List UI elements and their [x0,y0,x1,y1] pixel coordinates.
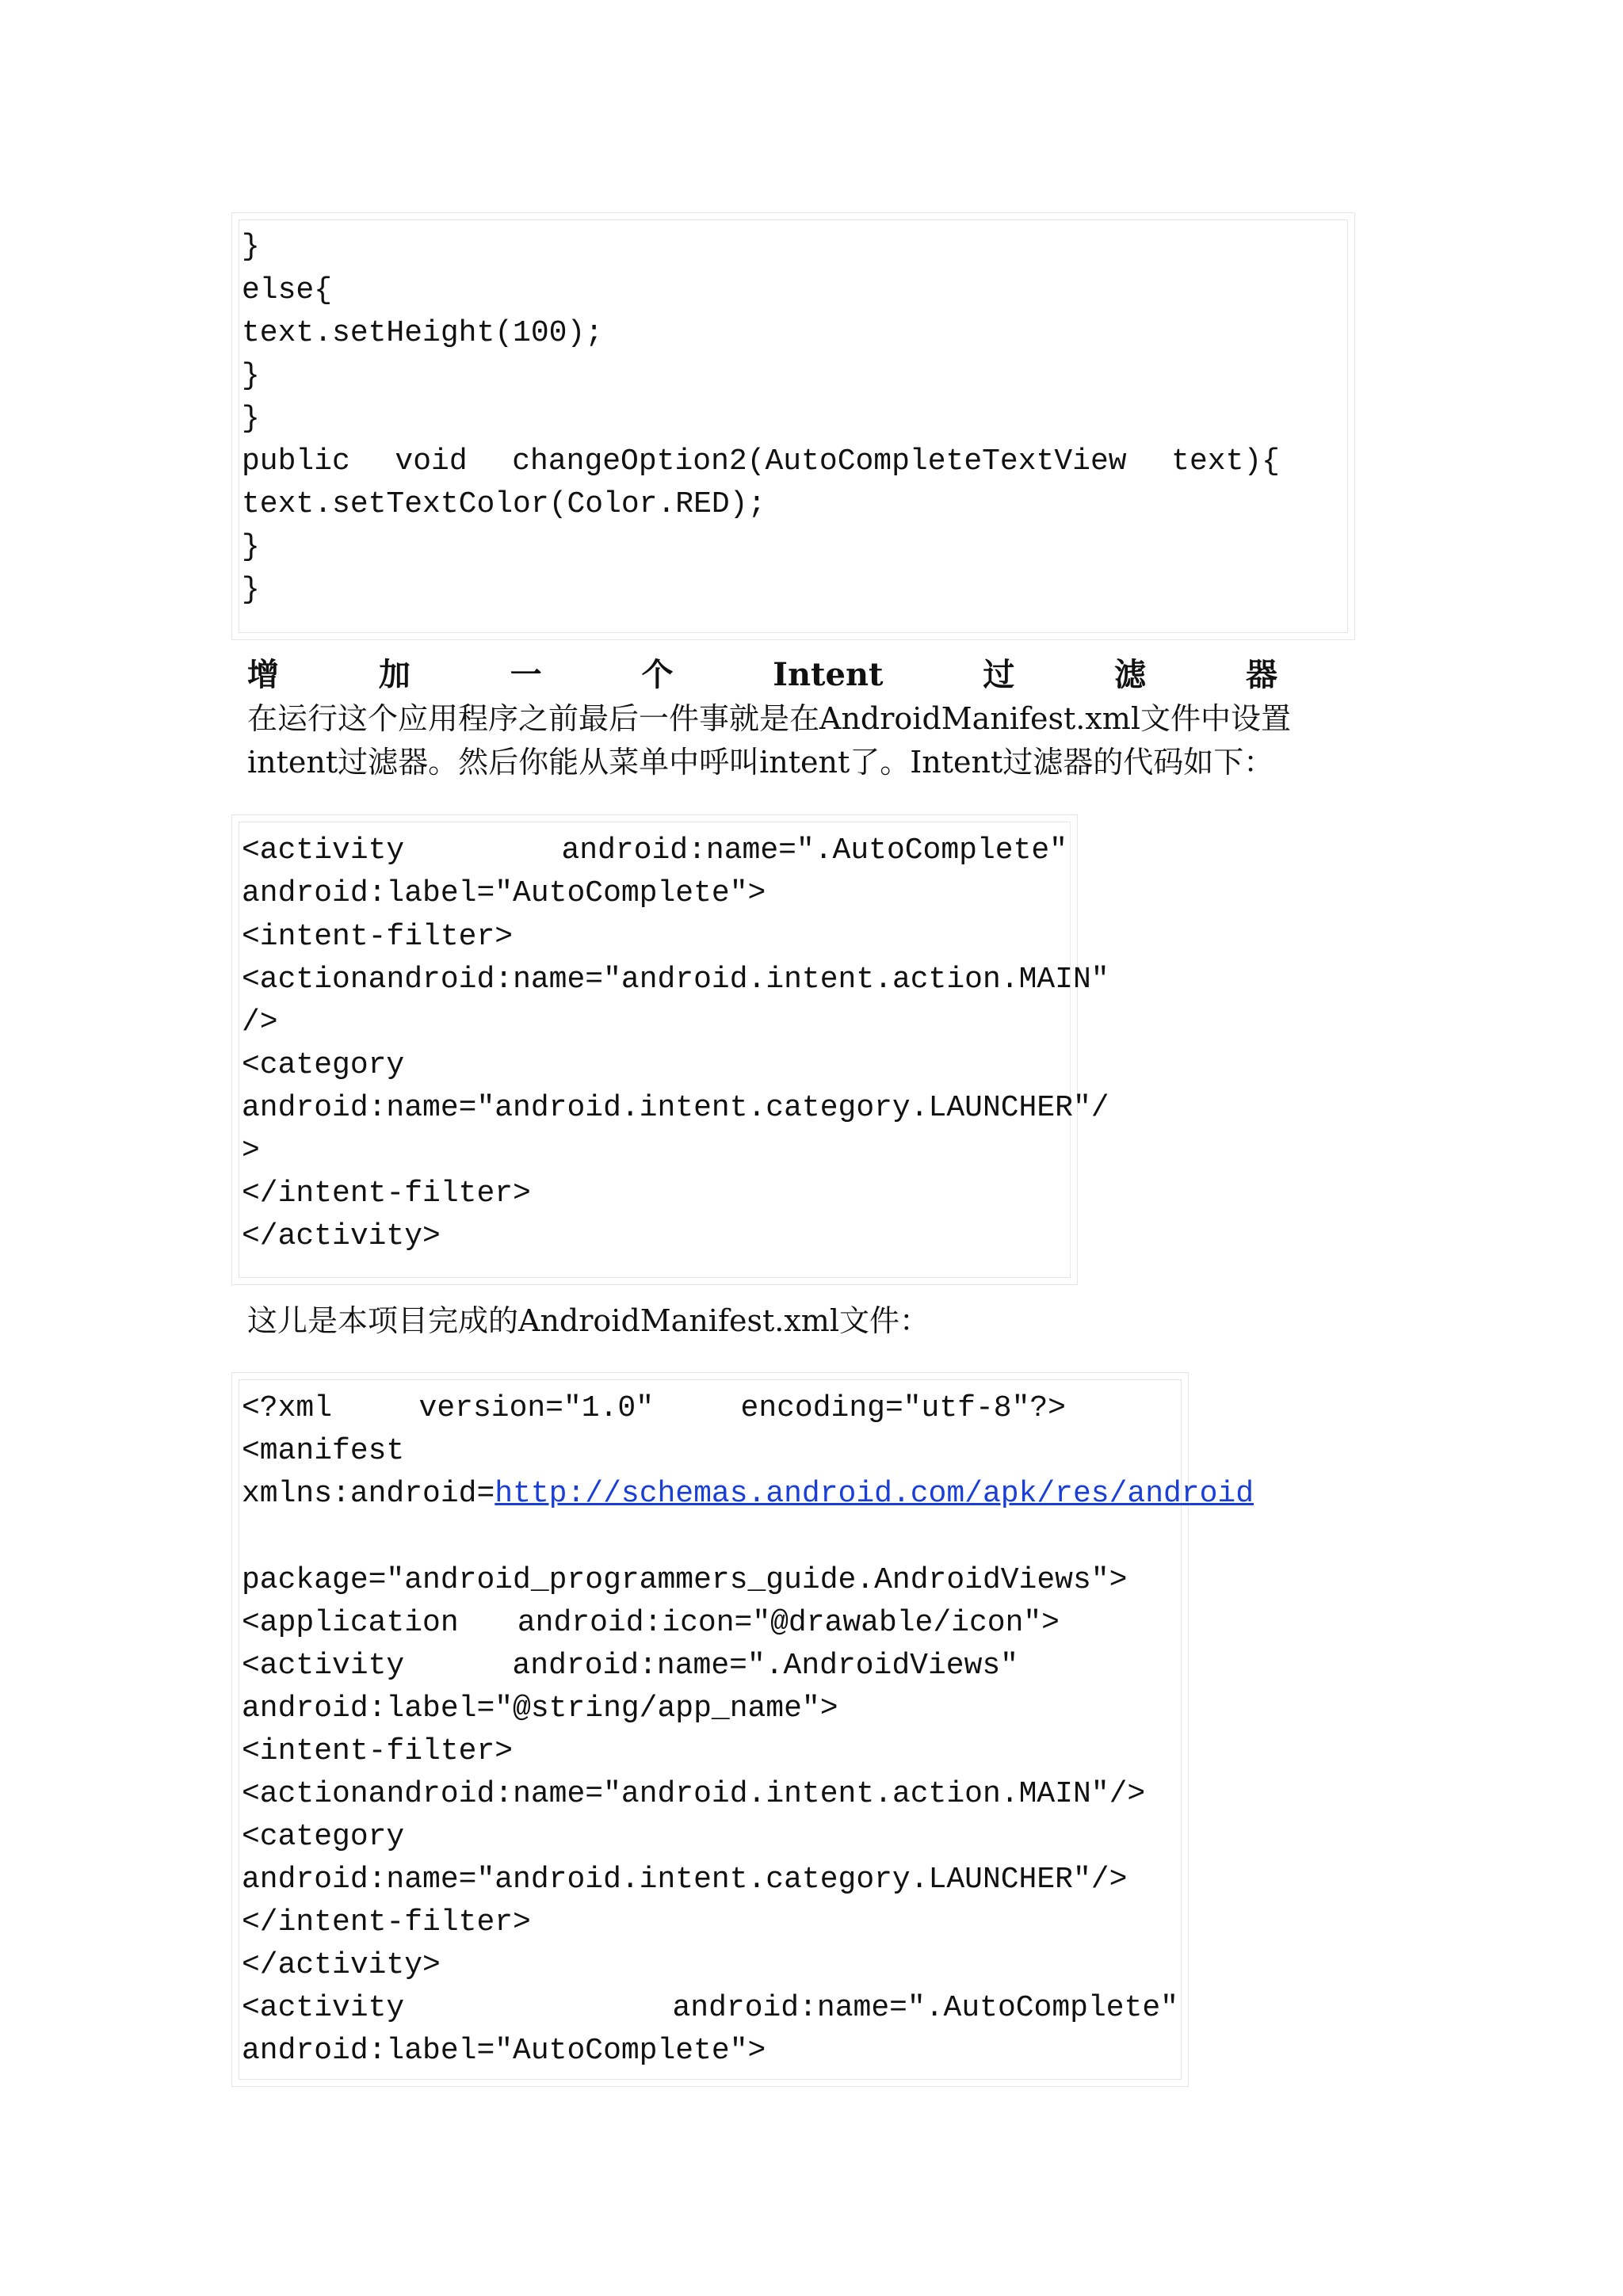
heading-word: 过 [983,656,1015,693]
code-line-spread [242,441,1280,482]
code-line: android:label="AutoComplete"> [242,2034,766,2068]
code-token: <activity [242,833,405,868]
code-line: <manifest [242,1434,405,1468]
code-token: android:name="android.intent.category.LAUNCHER" [242,1863,1091,1897]
code-line [242,1474,1254,1515]
code-line: <intent-filter> [242,920,514,954]
code-token: <action [242,963,369,997]
code-line: text.setHeight(100); [242,316,604,350]
code-line: } [242,530,260,564]
code-token: changeOption2(AutoCompleteTextView [512,444,1127,479]
code-token: android:name="android.intent.action.MAIN" [368,1777,1109,1811]
code-line: } [242,402,260,436]
code-line: <category [242,1820,405,1854]
code-line: } [242,359,260,393]
code-line: </intent-filter> [242,1905,531,1939]
code-line-spread [242,830,1067,871]
code-token: /> [1109,1777,1146,1811]
code-block-1-inner [239,219,1348,633]
code-line: > [242,1134,260,1168]
code-token: android:icon="@drawable/icon"> [517,1606,1060,1640]
code-token: xmlns:android= [242,1477,495,1511]
code-token: <application [242,1606,459,1640]
code-token: <activity [242,1649,405,1683]
caption-text: 这儿是本项目完成的AndroidManifest.xml文件： [247,1303,930,1338]
code-line: text.setTextColor(Color.RED); [242,487,766,521]
schema-link[interactable]: http://schemas.android.com/apk/res/android [495,1477,1254,1511]
code-token: <?xml [242,1391,333,1425]
code-line: } [242,230,260,264]
code-line: android:label="AutoComplete"> [242,876,766,910]
code-token: void [395,444,468,479]
code-token: encoding="utf-8"?> [740,1391,1066,1425]
body-paragraph-line: intent过滤器。然后你能从菜单中呼叫intent了。Intent过滤器的代码如下： [247,745,1274,780]
code-line: </activity> [242,1219,441,1253]
code-line-spread [242,1646,1018,1687]
code-token: / [1090,1091,1109,1125]
heading-word: 滤 [1114,656,1147,693]
code-token: android:name=".AutoComplete" [672,1991,1178,2025]
heading-word: 个 [641,656,674,693]
code-line-spread [242,1774,1146,1815]
heading-word: 增 [247,656,279,693]
code-token: version="1.0" [418,1391,654,1425]
heading-word: 器 [1245,656,1277,693]
code-line: /> [242,1005,278,1039]
code-line-spread [242,1388,1066,1429]
code-line-spread [242,1088,1109,1129]
code-line: package="android_programmers_guide.AndroidViews"> [242,1563,1128,1597]
code-token: <activity [242,1991,405,2025]
code-block-1 [231,212,1355,640]
code-token: android:name=".AndroidViews" [512,1649,1018,1683]
heading-word: 加 [378,656,411,693]
code-line: android:label="@string/app_name"> [242,1691,838,1726]
section-heading [247,653,1277,697]
code-token: text){ [1171,444,1280,479]
code-token: public [242,444,350,479]
code-line: <category [242,1048,405,1082]
code-line: } [242,573,260,607]
code-token: android:name="android.intent.action.MAIN" [368,963,1109,997]
code-line-spread [242,959,1109,1001]
code-token: /> [1090,1863,1128,1897]
heading-word: Intent [773,656,884,693]
code-line-spread [242,1603,1060,1644]
code-line-spread [242,1988,1178,2029]
code-line: </intent-filter> [242,1177,531,1211]
code-line: else{ [242,273,333,307]
code-token: android:name=".AutoComplete" [561,833,1067,868]
heading-word: 一 [510,656,542,693]
code-token: <action [242,1777,369,1811]
body-paragraph-line: 在运行这个应用程序之前最后一件事就是在AndroidManifest.xml文件中设置 [247,701,1291,736]
code-token: android:name="android.intent.category.LAUNCHER" [242,1091,1091,1125]
code-line-spread [242,1859,1128,1901]
code-line: <intent-filter> [242,1734,514,1768]
code-line: </activity> [242,1948,441,1982]
